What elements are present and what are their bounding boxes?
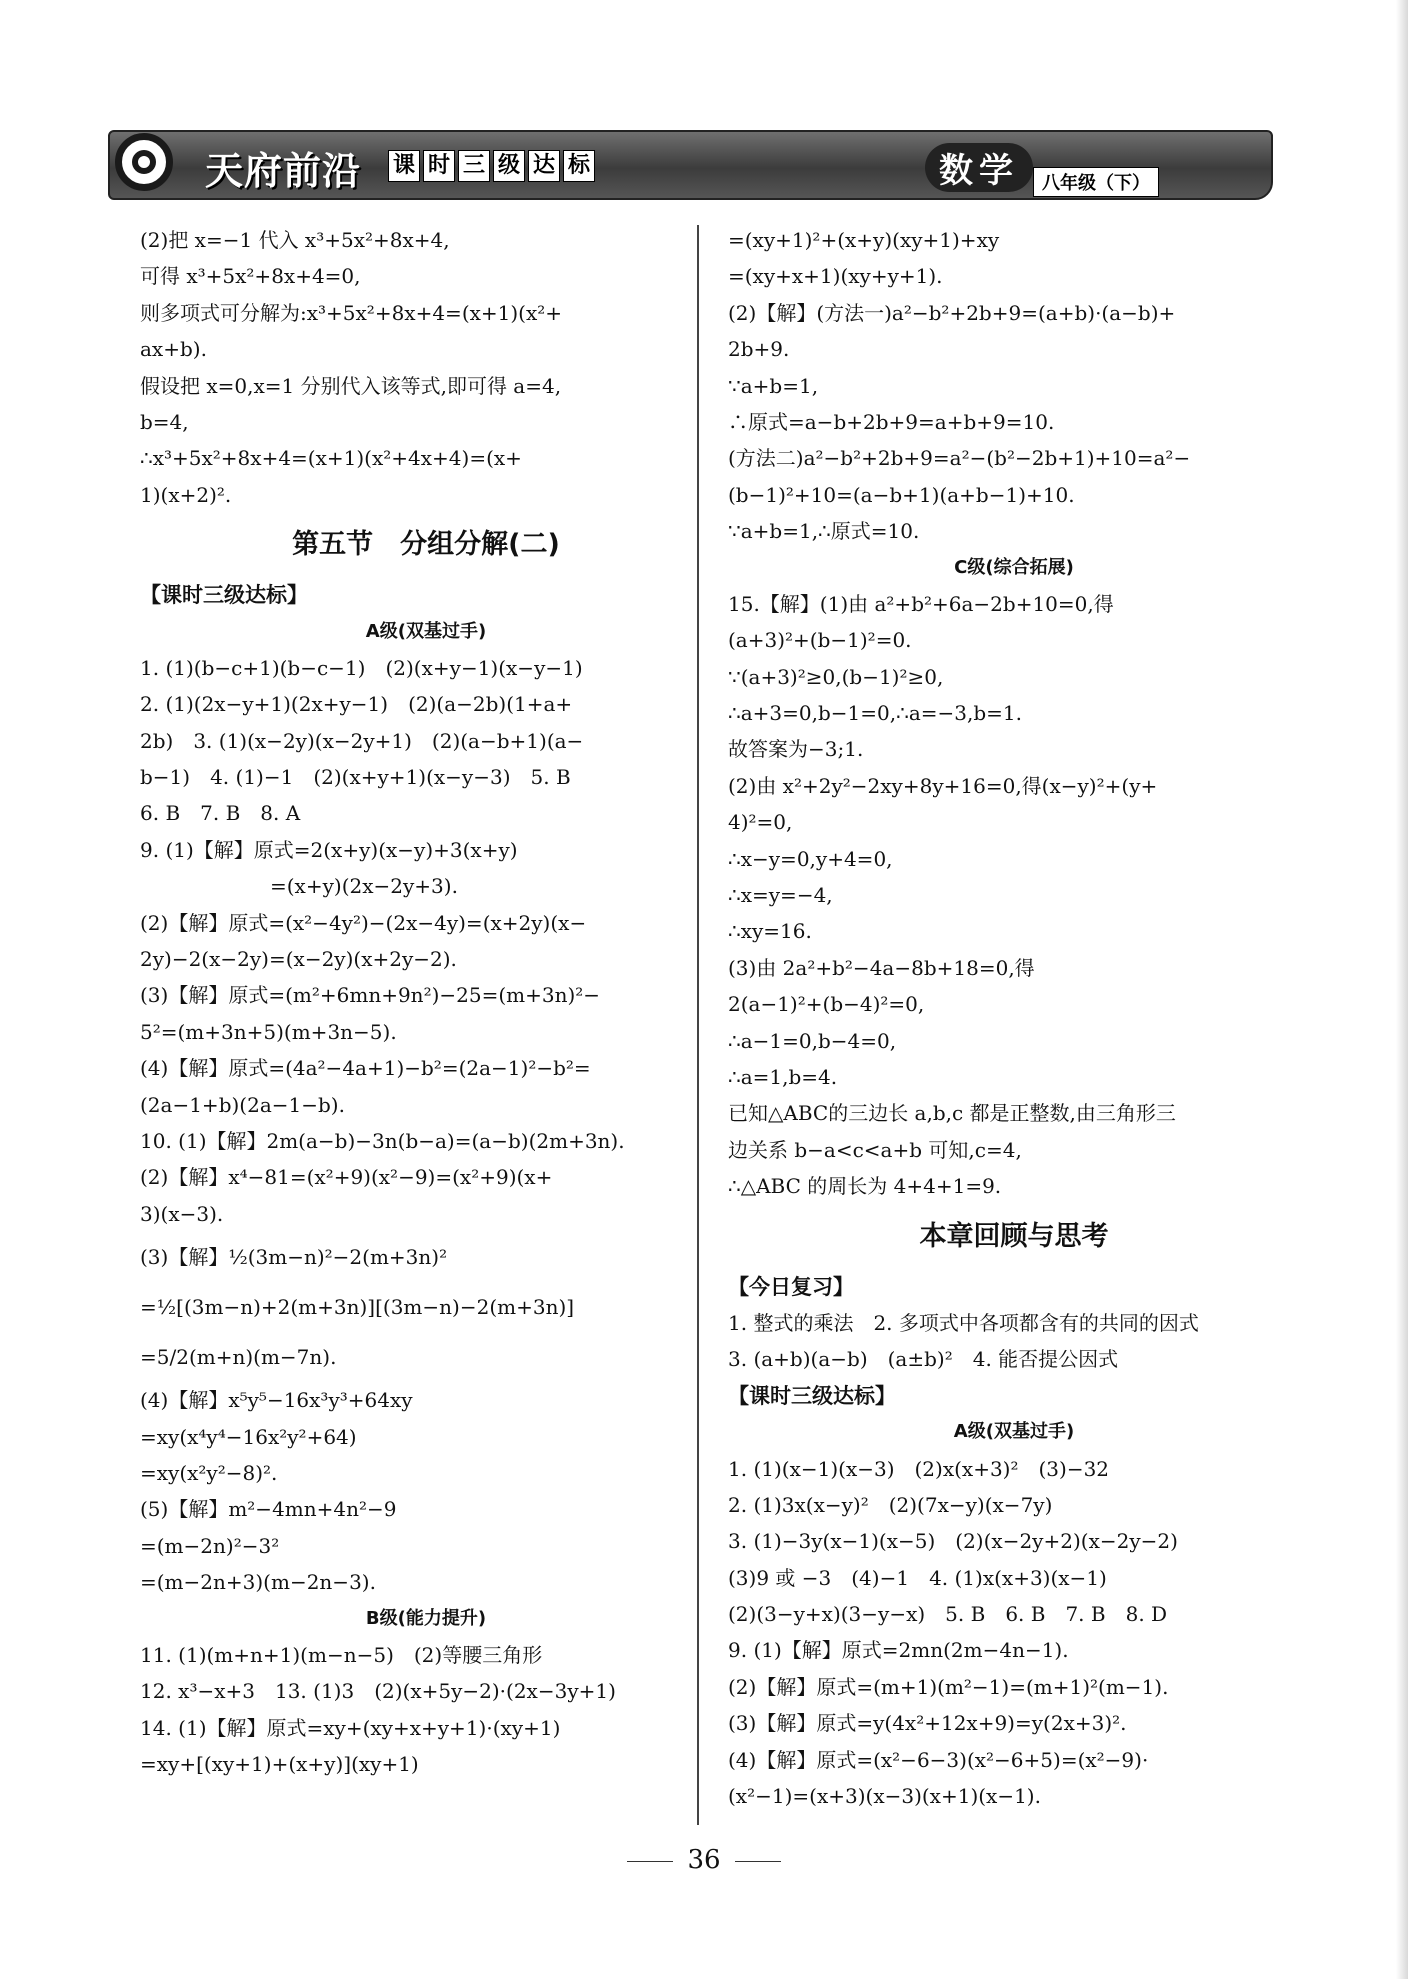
text-line: (x²−1)=(x+3)(x−3)(x+1)(x−1). <box>728 1784 1041 1809</box>
text-line: (2)【解】x⁴−81=(x²+9)(x²−9)=(x²+9)(x+ <box>140 1165 553 1190</box>
text-line: 2. (1)(2x−y+1)(2x+y−1) (2)(a−2b)(1+a+ <box>140 692 573 717</box>
right-column <box>728 222 1300 1814</box>
series-char: 标 <box>563 150 595 182</box>
text-line: =5/2(m+n)(m−7n). <box>140 1345 337 1370</box>
text-line: ax+b). <box>140 337 207 362</box>
text-line: 1. (1)(b−c+1)(b−c−1) (2)(x+y−1)(x−y−1) <box>140 655 583 680</box>
text-line: 故答案为−3;1. <box>728 737 864 762</box>
text-line: ∵a+b=1, <box>728 373 819 398</box>
column-divider <box>697 225 699 1825</box>
text-line: ∴a−1=0,b−4=0, <box>728 1028 897 1053</box>
text-line: 3. (a+b)(a−b) (a±b)² 4. 能否提公因式 <box>728 1347 1119 1372</box>
text-line: 已知△ABC的三边长 a,b,c 都是正整数,由三角形三 <box>728 1101 1176 1126</box>
footer-rule <box>735 1861 781 1862</box>
block-heading: 【课时三级达标】 <box>140 583 308 608</box>
page-number: 36 <box>687 1845 721 1875</box>
scan-edge <box>1396 0 1408 1979</box>
text-line: (2)【解】原式=(x²−4y²)−(2x−4y)=(x+2y)(x− <box>140 910 587 935</box>
text-line: ∴a+3=0,b−1=0,∴a=−3,b=1. <box>728 701 1022 726</box>
text-line: 11. (1)(m+n+1)(m−n−5) (2)等腰三角形 <box>140 1642 543 1667</box>
text-line: (2)【解】(方法一)a²−b²+2b+9=(a+b)·(a−b)+ <box>728 300 1176 325</box>
footer-rule <box>627 1861 673 1862</box>
text-line: =(x+y)(2x−2y+3). <box>270 874 458 899</box>
text-line: (3)【解】原式=y(4x²+12x+9)=y(2x+3)². <box>728 1711 1127 1736</box>
text-line: =(xy+1)²+(x+y)(xy+1)+xy <box>728 228 1000 252</box>
text-line: 边关系 b−a<c<a+b 可知,c=4, <box>728 1137 1022 1162</box>
text-line: (2)【解】原式=(m+1)(m²−1)=(m+1)²(m−1). <box>728 1674 1169 1699</box>
text-line: 2(a−1)²+(b−4)²=0, <box>728 992 925 1017</box>
text-line: 2y)−2(x−2y)=(x−2y)(x+2y−2). <box>140 947 457 972</box>
series-char: 时 <box>423 150 455 182</box>
text-line: (4)【解】原式=(4a²−4a+1)−b²=(2a−1)²−b²= <box>140 1056 591 1081</box>
text-line: 1. (1)(x−1)(x−3) (2)x(x+3)² (3)−32 <box>728 1456 1110 1481</box>
series-char: 达 <box>528 150 560 182</box>
text-line: 2. (1)3x(x−y)² (2)(7x−y)(x−7y) <box>728 1492 1053 1517</box>
text-line: 2b) 3. (1)(x−2y)(x−2y+1) (2)(a−b+1)(a− <box>140 728 584 753</box>
series-char: 级 <box>493 150 525 182</box>
series-label <box>388 150 595 182</box>
text-line: (b−1)²+10=(a−b+1)(a+b−1)+10. <box>728 482 1075 507</box>
left-column <box>140 222 712 1782</box>
text-line: =½[(3m−n)+2(m+3n)][(3m−n)−2(m+3n)] <box>140 1295 575 1320</box>
text-line: ∴原式=a−b+2b+9=a+b+9=10. <box>728 409 1055 434</box>
text-line: 则多项式可分解为:x³+5x²+8x+4=(x+1)(x²+ <box>140 300 563 325</box>
text-line: =(m−2n)²−3² <box>140 1533 280 1558</box>
section-heading: 本章回顾与思考 <box>919 1220 1109 1252</box>
level-heading: B级(能力提升) <box>365 1607 487 1629</box>
block-heading: 【课时三级达标】 <box>728 1383 896 1408</box>
text-line: 5²=(m+3n+5)(m+3n−5). <box>140 1019 397 1044</box>
text-line: b=4, <box>140 409 189 434</box>
target-logo-icon <box>115 133 173 191</box>
text-line: (方法二)a²−b²+2b+9=a²−(b²−2b+1)+10=a²− <box>728 446 1191 471</box>
text-line: (a+3)²+(b−1)²=0. <box>728 628 912 653</box>
text-line: (3)9 或 −3 (4)−1 4. (1)x(x+3)(x−1) <box>728 1565 1107 1590</box>
subject-label: 数学 <box>925 143 1033 192</box>
level-heading: A级(双基过手) <box>953 1421 1075 1443</box>
text-line: ∵a+b=1,∴原式=10. <box>728 519 920 544</box>
level-heading: A级(双基过手) <box>365 620 487 642</box>
text-line: 3. (1)−3y(x−1)(x−5) (2)(x−2y+2)(x−2y−2) <box>728 1529 1178 1554</box>
section-heading: 第五节 分组分解(二) <box>292 529 560 561</box>
text-line: 9. (1)【解】原式=2(x+y)(x−y)+3(x+y) <box>140 837 518 862</box>
text-line: 1. 整式的乘法 2. 多项式中各项都含有的共同的因式 <box>728 1310 1199 1335</box>
series-char: 三 <box>458 150 490 182</box>
text-line: 1)(x+2)². <box>140 482 232 507</box>
text-line: (5)【解】m²−4mn+4n²−9 <box>140 1497 397 1522</box>
block-heading: 【今日复习】 <box>728 1274 854 1299</box>
text-line: 12. x³−x+3 13. (1)3 (2)(x+5y−2)·(2x−3y+1) <box>140 1679 616 1704</box>
text-line: =xy+[(xy+1)+(x+y)](xy+1) <box>140 1752 419 1777</box>
text-line: 10. (1)【解】2m(a−b)−3n(b−a)=(a−b)(2m+3n). <box>140 1128 625 1153</box>
text-line: 可得 x³+5x²+8x+4=0, <box>140 264 361 289</box>
text-line: ∴△ABC 的周长为 4+4+1=9. <box>728 1174 1002 1199</box>
text-line: ∴x−y=0,y+4=0, <box>728 846 893 871</box>
text-line: ∴x=y=−4, <box>728 883 833 908</box>
text-line: ∴x³+5x²+8x+4=(x+1)(x²+4x+4)=(x+ <box>140 446 522 471</box>
brand-title: 天府前沿 <box>205 149 362 193</box>
text-line: 3)(x−3). <box>140 1201 224 1226</box>
text-line: 4)²=0, <box>728 810 793 835</box>
text-line: 15.【解】(1)由 a²+b²+6a−2b+10=0,得 <box>728 591 1114 616</box>
text-line: (2)把 x=−1 代入 x³+5x²+8x+4, <box>140 228 450 252</box>
text-line: ∴a=1,b=4. <box>728 1064 838 1089</box>
text-line: =xy(x⁴y⁴−16x²y²+64) <box>140 1424 357 1449</box>
page-footer <box>0 1845 1408 1875</box>
text-line: (2a−1+b)(2a−1−b). <box>140 1092 345 1117</box>
text-line: (4)【解】x⁵y⁵−16x³y³+64xy <box>140 1388 413 1413</box>
text-line: 9. (1)【解】原式=2mn(2m−4n−1). <box>728 1638 1069 1663</box>
text-line: ∴xy=16. <box>728 919 812 944</box>
text-line: ∵(a+3)²≥0,(b−1)²≥0, <box>728 664 944 689</box>
text-line: b−1) 4. (1)−1 (2)(x+y+1)(x−y−3) 5. B <box>140 765 571 790</box>
text-line: =(xy+x+1)(xy+y+1). <box>728 264 943 289</box>
series-char: 课 <box>388 150 420 182</box>
level-heading: C级(综合拓展) <box>954 556 1074 578</box>
text-line: (2)由 x²+2y²−2xy+8y+16=0,得(x−y)²+(y+ <box>728 773 1158 798</box>
grade-label: 八年级（下） <box>1033 167 1159 197</box>
text-line: (3)【解】原式=(m²+6mn+9n²)−25=(m+3n)²− <box>140 983 601 1008</box>
text-line: 2b+9. <box>728 337 790 362</box>
text-line: (4)【解】原式=(x²−6−3)(x²−6+5)=(x²−9)· <box>728 1747 1149 1772</box>
text-line: =(m−2n+3)(m−2n−3). <box>140 1570 376 1595</box>
text-line: (2)(3−y+x)(3−y−x) 5. B 6. B 7. B 8. D <box>728 1602 1168 1627</box>
text-line: 6. B 7. B 8. A <box>140 801 301 826</box>
text-line: (3)由 2a²+b²−4a−8b+18=0,得 <box>728 955 1035 980</box>
text-line: 14. (1)【解】原式=xy+(xy+x+y+1)·(xy+1) <box>140 1715 561 1740</box>
text-line: =xy(x²y²−8)². <box>140 1460 278 1485</box>
text-line: (3)【解】½(3m−n)²−2(m+3n)² <box>140 1245 448 1270</box>
text-line: 假设把 x=0,x=1 分别代入该等式,即可得 a=4, <box>140 373 562 398</box>
